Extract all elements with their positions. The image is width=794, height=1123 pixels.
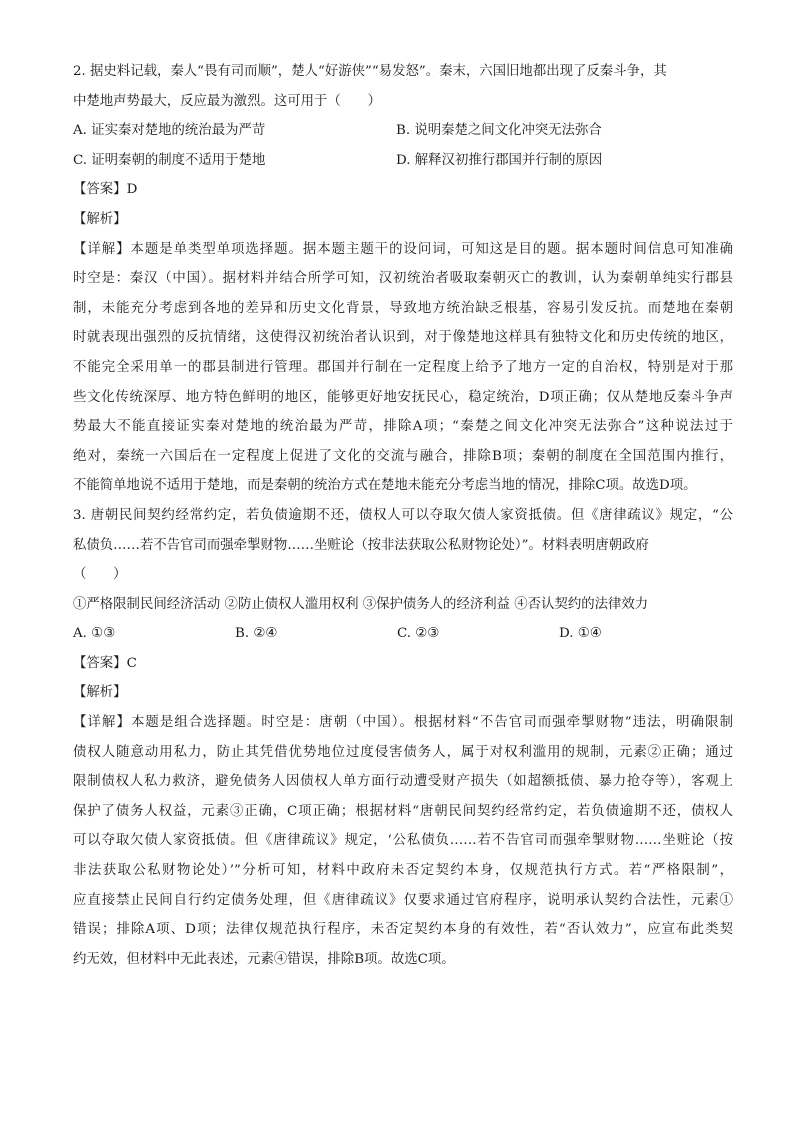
q3-option-c: C. ②③	[397, 626, 440, 642]
q2-detail-line: 制，未能充分考虑到各地的差异和历史文化背景，导致地方统治缺乏根基，容易引发反抗。而楚地在秦朝	[73, 300, 733, 316]
q3-stem-line-2: 私债负……若不告官司而强牵掣财物……坐赃论（按非法获取公私财物论处）”。材料表明唐朝政府	[73, 537, 649, 553]
q3-analysis-label: 【解析】	[73, 685, 127, 701]
document-page	[73, 62, 733, 979]
q3-detail-line: 债权人随意动用私力，防止其凭借优势地位过度侵害债务人，属于对权利滥用的规制，元素②正确；通过	[73, 744, 733, 760]
q2-stem-line-1: 2. 据史料记载，秦人“畏有司而顺”，楚人“好游侠”“易发怒”。秦末，六国旧地都出现了反秦斗争，其	[73, 64, 667, 79]
q2-detail-line: 时空是：秦汉（中国）。据材料并结合所学可知，汉初统治者吸取秦朝灭亡的教训，认为秦朝单纯实行郡县	[73, 271, 733, 287]
q3-detail-line: 非法获取公私财物论处）’”分析可知，材料中政府未否定契约本身，仅规范执行方式。若“严格限制”，	[73, 863, 733, 879]
q3-option-a: A. ①③	[73, 626, 116, 642]
q2-option-a: A. 证实秦对楚地的统治最为严苛	[73, 123, 266, 139]
q3-option-b: B. ②④	[235, 626, 278, 642]
q2-option-d: D. 解释汉初推行郡国并行制的原因	[396, 152, 603, 168]
q2-detail-line: 势最大不能直接证实秦对楚地的统治最为严苛，排除A项；“秦楚之间文化冲突无法弥合”这种说法过于	[73, 419, 733, 435]
q3-detail-line: 保护了债务人权益，元素③正确，C项正确；根据材料“唐朝民间契约经常约定，若负债逾期不还，债权人	[73, 803, 733, 819]
q2-detail-line: 绝对，秦统一六国后在一定程度上促进了文化的交流与融合，排除B项；秦朝的制度在全国范围内推行，	[73, 448, 733, 464]
q3-detail-line: 可以夺取欠债人家资抵债。但《唐律疏议》规定，‘公私债负……若不告官司而强牵掣财物……坐赃论（按	[73, 833, 733, 849]
q2-answer-value: D	[126, 182, 138, 198]
q2-detail-line: 不能简单地说不适用于楚地，而是秦朝的统治方式在楚地未能充分考虑当地的情况，排除C项。故选D项。	[73, 478, 697, 494]
q2-option-c: C. 证明秦朝的制度不适用于楚地	[73, 152, 266, 168]
q3-elements: ①严格限制民间经济活动 ②防止债权人滥用权利 ③保护债务人的经济利益 ④否认契约的法律效力	[73, 596, 649, 612]
q2-option-b: B. 说明秦楚之间文化冲突无法弥合	[396, 123, 602, 139]
q2-options-row-2	[73, 151, 733, 171]
q2-answer	[73, 180, 733, 200]
q3-answer	[73, 654, 733, 674]
q3-answer-value: C	[126, 655, 137, 671]
q2-detail-line: 不能完全采用单一的郡县制进行管理。郡国并行制在一定程度上给予了地方一定的自治权，特别是对于那	[73, 359, 733, 375]
q3-detail-line: 错误；排除A项、D项；法律仅规范执行程序，未否定契约本身的有效性，若“否认效力”，应宣布此类契	[73, 922, 733, 938]
q3-detail-line: 应直接禁止民间自行约定债务处理，但《唐律疏议》仅要求通过官府程序，说明承认契约合法性，元素①	[73, 892, 733, 908]
q2-detail-line: 时就表现出强烈的反抗情绪，这使得汉初统治者认识到，对于像楚地这样具有独特文化和历史传统的地区，	[73, 330, 733, 346]
q3-stem-line-3: （ ）	[73, 567, 127, 583]
q3-detail-line: 限制债权人私力救济，避免债务人因债权人单方面行动遭受财产损失（如超额抵债、暴力抢夺等），客观上	[73, 774, 733, 790]
q2-detail-line: 些文化传统深厚、地方特色鲜明的地区，能够更好地安抚民心，稳定统治，D项正确；仅从楚地反秦斗争声	[73, 389, 733, 405]
q2-analysis-label: 【解析】	[73, 211, 127, 227]
q3-answer-label: 【答案】	[73, 655, 127, 671]
q3-option-d: D. ①④	[559, 626, 602, 642]
q3-detail-line: 【详解】本题是组合选择题。时空是：唐朝（中国）。根据材料“不告官司而强牵掣财物”违法，明确限制	[73, 715, 733, 731]
q3-options-row	[73, 624, 733, 644]
q3-detail-line: 约无效，但材料中无此表述，元素④错误，排除B项。故选C项。	[73, 951, 455, 967]
q2-stem-line-2: 中楚地声势最大，反应最为激烈。这可用于（ ）	[73, 93, 381, 109]
q2-answer-label: 【答案】	[73, 182, 127, 198]
q3-stem-line-1: 3. 唐朝民间契约经常约定，若负债逾期不还，债权人可以夺取欠债人家资抵债。但《唐律疏议》规定，“公	[73, 507, 733, 523]
q2-detail-line: 【详解】本题是单类型单项选择题。据本题主题干的设问词，可知这是目的题。据本题时间信息可知准确	[73, 241, 733, 257]
q2-options-row-1	[73, 121, 733, 141]
